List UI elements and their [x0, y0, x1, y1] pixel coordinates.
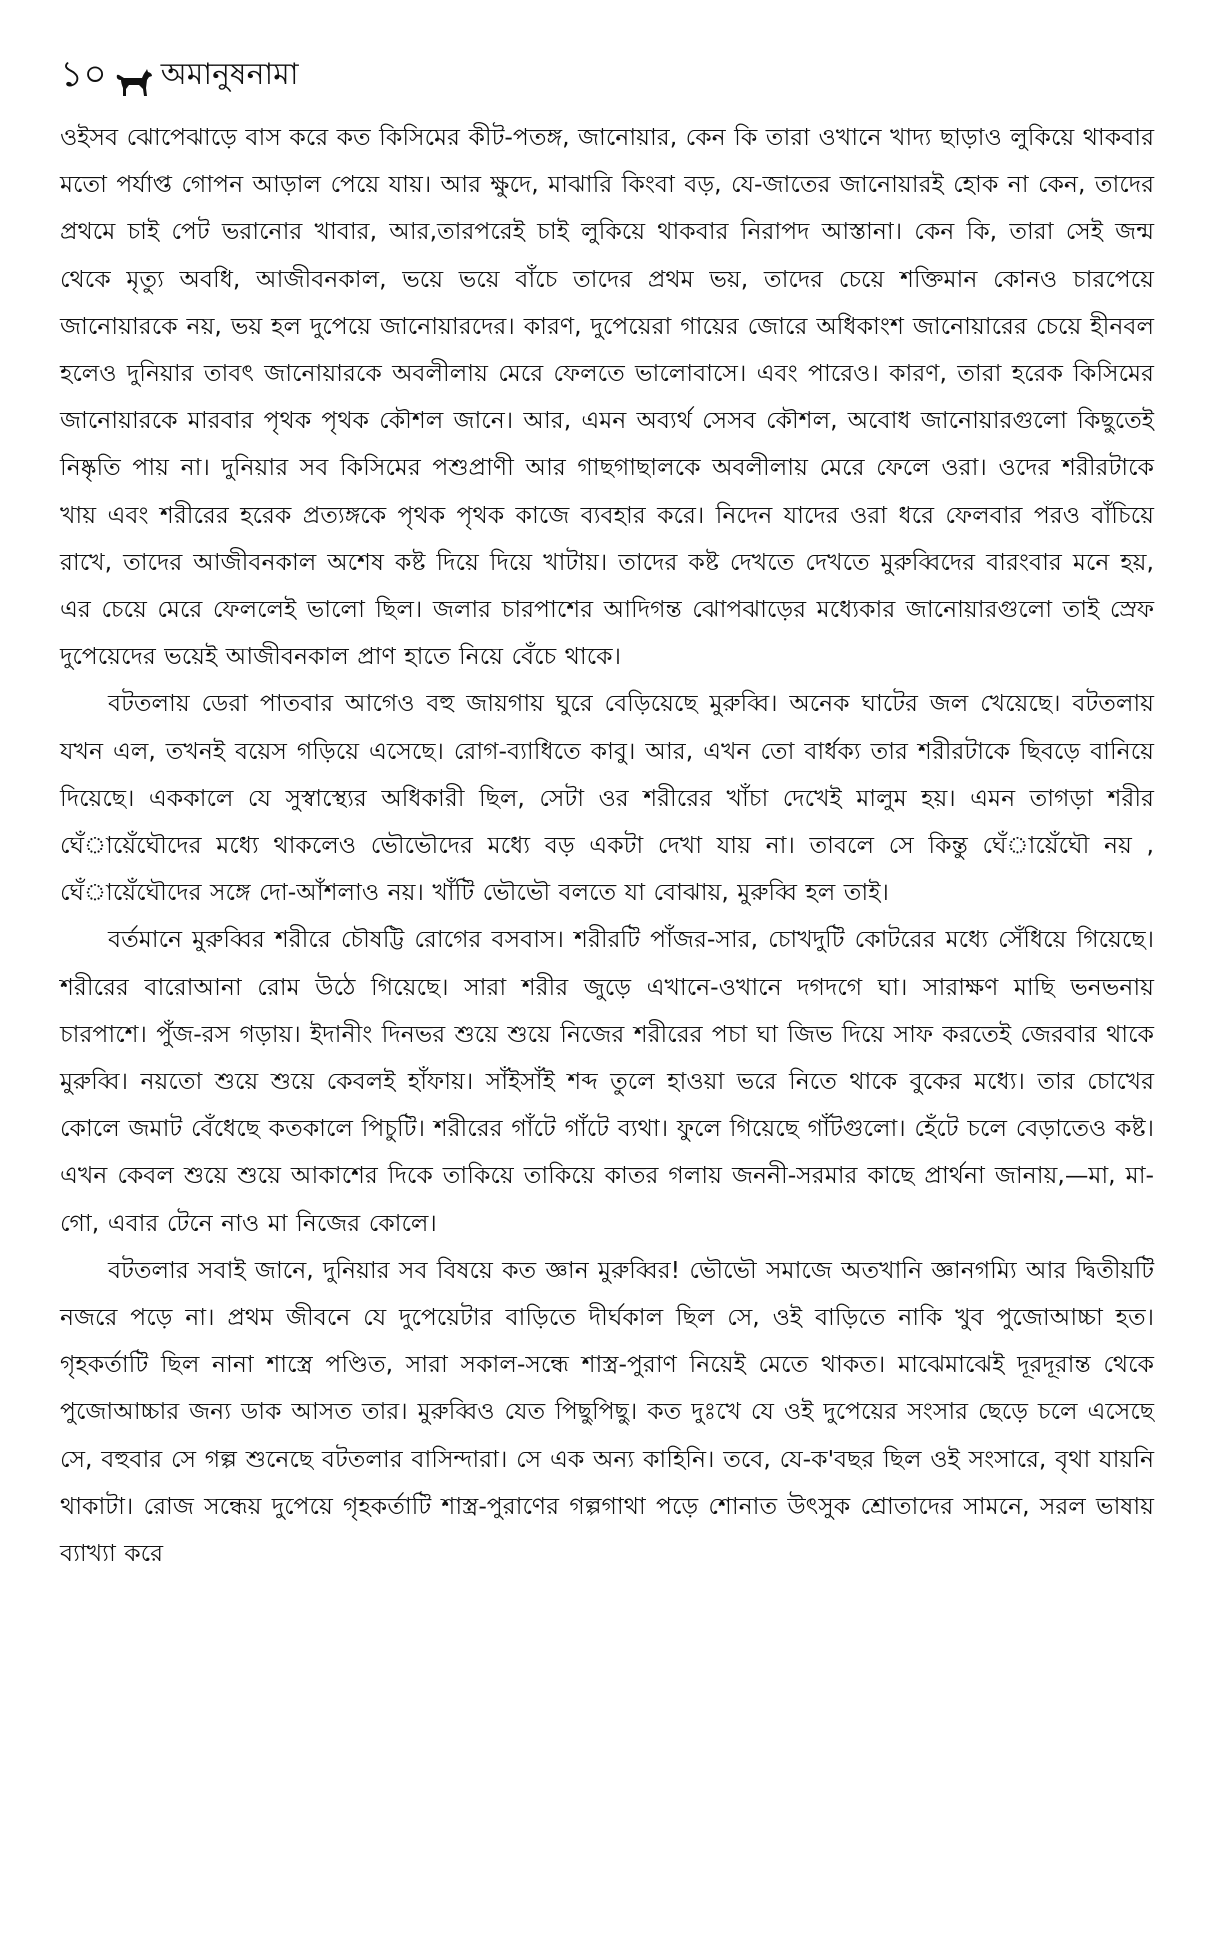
paragraph-1: ওইসব ঝোপেঝাড়ে বাস করে কত কিসিমের কীট-পতঙ্গ, জানোয়ার, কেন কি তারা ওখানে খাদ্য ছাড়াও লুকিয়ে থাকবার মতো পর্যাপ্ত গোপন আড়াল পেয়ে যায়। আর ক্ষুদে, মাঝারি কিংবা বড়, যে-জাতের জানোয়ারই হোক না কেন, তাদের প্রথমে চাই পেট ভরানোর খাবার, আর,তারপরেই চাই লুকিয়ে থাকবার নিরাপদ আস্তানা। কেন কি, তারা সেই জন্ম থেকে মৃত্যু অবধি, আজীবনকাল, ভয়ে ভয়ে বাঁচে তাদের প্রথম ভয়, তাদের চেয়ে শক্তিমান কোনও চারপেয়ে জানোয়ারকে নয়, ভয় হল দুপেয়ে জানোয়ারদের। কারণ, দুপেয়েরা গায়ের জোরে অধিকাংশ জানোয়ারের চেয়ে হীনবল হলেও দুনিয়ার তাবৎ জানোয়ারকে অবলীলায় মেরে ফেলতে ভালোবাসে। এবং পারেও। কারণ, তারা হরেক কিসিমের জানোয়ারকে মারবার পৃথক পৃথক কৌশল জানে। আর, এমন অব্যর্থ সেসব কৌশল, অবোধ জানোয়ারগুলো কিছুতেই নিষ্কৃতি পায় না। দুনিয়ার সব কিসিমের পশুপ্রাণী আর গাছগাছালকে অবলীলায় মেরে ফেলে ওরা। ওদের শরীরটাকে খায় এবং শরীরের হরেক প্রত্যঙ্গকে পৃথক পৃথক কাজে ব্যবহার করে। নিদেন যাদের ওরা ধরে ফেলবার পরও বাঁচিয়ে রাখে, তাদের আজীবনকাল অশেষ কষ্ট দিয়ে দিয়ে খাটায়। তাদের কষ্ট দেখতে দেখতে মুরুব্বিদের বারংবার মনে হয়, এর চেয়ে মেরে ফেললেই ভালো ছিল। জলার চারপাশের আদিগন্ত ঝোপঝাড়ের মধ্যেকার জানোয়ারগুলো তাই স্রেফ দুপেয়েদের ভয়েই আজীবনকাল প্রাণ হাতে নিয়ে বেঁচে থাকে। [60, 123, 1154, 671]
paragraph-3: বর্তমানে মুরুব্বির শরীরে চৌষট্টি রোগের বসবাস। শরীরটি পাঁজর-সার, চোখদুটি কোটরের মধ্যে সেঁধিয়ে গিয়েছে। শরীরের বারোআনা রোম উঠে গিয়েছে। সারা শরীর জুড়ে এখানে-ওখানে দগদগে ঘা। সারাক্ষণ মাছি ভনভনায় চারপাশে। পুঁজ-রস গড়ায়। ইদানীং দিনভর শুয়ে শুয়ে নিজের শরীরের পচা ঘা জিভ দিয়ে সাফ করতেই জেরবার থাকে মুরুব্বি। নয়তো শুয়ে শুয়ে কেবলই হাঁফায়। সাঁইসাঁই শব্দ তুলে হাওয়া ভরে নিতে থাকে বুকের মধ্যে। তার চোখের কোলে জমাট বেঁধেছে কতকালে পিচুটি। শরীরের গাঁটে গাঁটে ব্যথা। ফুলে গিয়েছে গাঁটগুলো। হেঁটে চলে বেড়াতেও কষ্ট। এখন কেবল শুয়ে শুয়ে আকাশের দিকে তাকিয়ে তাকিয়ে কাতর গলায় জননী-সরমার কাছে প্রার্থনা জানায়,—মা, মা-গো, এবার টেনে নাও মা নিজের কোলে। [60, 925, 1154, 1237]
dog-silhouette-icon [115, 61, 153, 89]
running-head [60, 50, 1154, 100]
book-page [60, 50, 1154, 1577]
paragraph-2: বটতলায় ডেরা পাতবার আগেও বহু জায়গায় ঘুরে বেড়িয়েছে মুরুব্বি। অনেক ঘাটের জল খেয়েছে। বটতলায় যখন এল, তখনই বয়েস গড়িয়ে এসেছে। রোগ-ব্যাধিতে কাবু। আর, এখন তো বার্ধক্য তার শরীরটাকে ছিবড়ে বানিয়ে দিয়েছে। এককালে যে সুস্বাস্থ্যের অধিকারী ছিল, সেটা ওর শরীরের খাঁচা দেখেই মালুম হয়। এমন তাগড়া শরীর ঘেঁায়েঁঘৌদের মধ্যে থাকলেও ভৌভৌদের মধ্যে বড় একটা দেখা যায় না। তাবলে সে কিন্তু ঘেঁায়েঁঘৌ নয় , ঘেঁায়েঁঘৌদের সঙ্গে দো-আঁশলাও নয়। খাঁটি ভৌভৌ বলতে যা বোঝায়, মুরুব্বি হল তাই। [60, 689, 1154, 907]
book-title: অমানুষনামা [160, 57, 299, 92]
page-number: ১০ [60, 54, 107, 95]
paragraph-4: বটতলার সবাই জানে, দুনিয়ার সব বিষয়ে কত জ্ঞান মুরুব্বির! ভৌভৌ সমাজে অতখানি জ্ঞানগম্যি আর দ্বিতীয়টি নজরে পড়ে না। প্রথম জীবনে যে দুপেয়েটার বাড়িতে দীর্ঘকাল ছিল সে, ওই বাড়িতে নাকি খুব পুজোআচ্চা হত। গৃহকর্তাটি ছিল নানা শাস্ত্রে পণ্ডিত, সারা সকাল-সন্ধে শাস্ত্র-পুরাণ নিয়েই মেতে থাকত। মাঝেমাঝেই দূরদূরান্ত থেকে পুজোআচ্চার জন্য ডাক আসত তার। মুরুব্বিও যেত পিছুপিছু। কত দুঃখে যে ওই দুপেয়ের সংসার ছেড়ে চলে এসেছে সে, বহুবার সে গল্প শুনেছে বটতলার বাসিন্দারা। সে এক অন্য কাহিনি। তবে, যে-ক'বছর ছিল ওই সংসারে, বৃথা যায়নি থাকাটা। রোজ সন্ধেয় দুপেয়ে গৃহকর্তাটি শাস্ত্র-পুরাণের গল্পগাথা পড়ে শোনাত উৎসুক শ্রোতাদের সামনে, সরল ভাষায় ব্যাখ্যা করে [60, 1255, 1154, 1568]
body-text [60, 114, 1154, 1577]
